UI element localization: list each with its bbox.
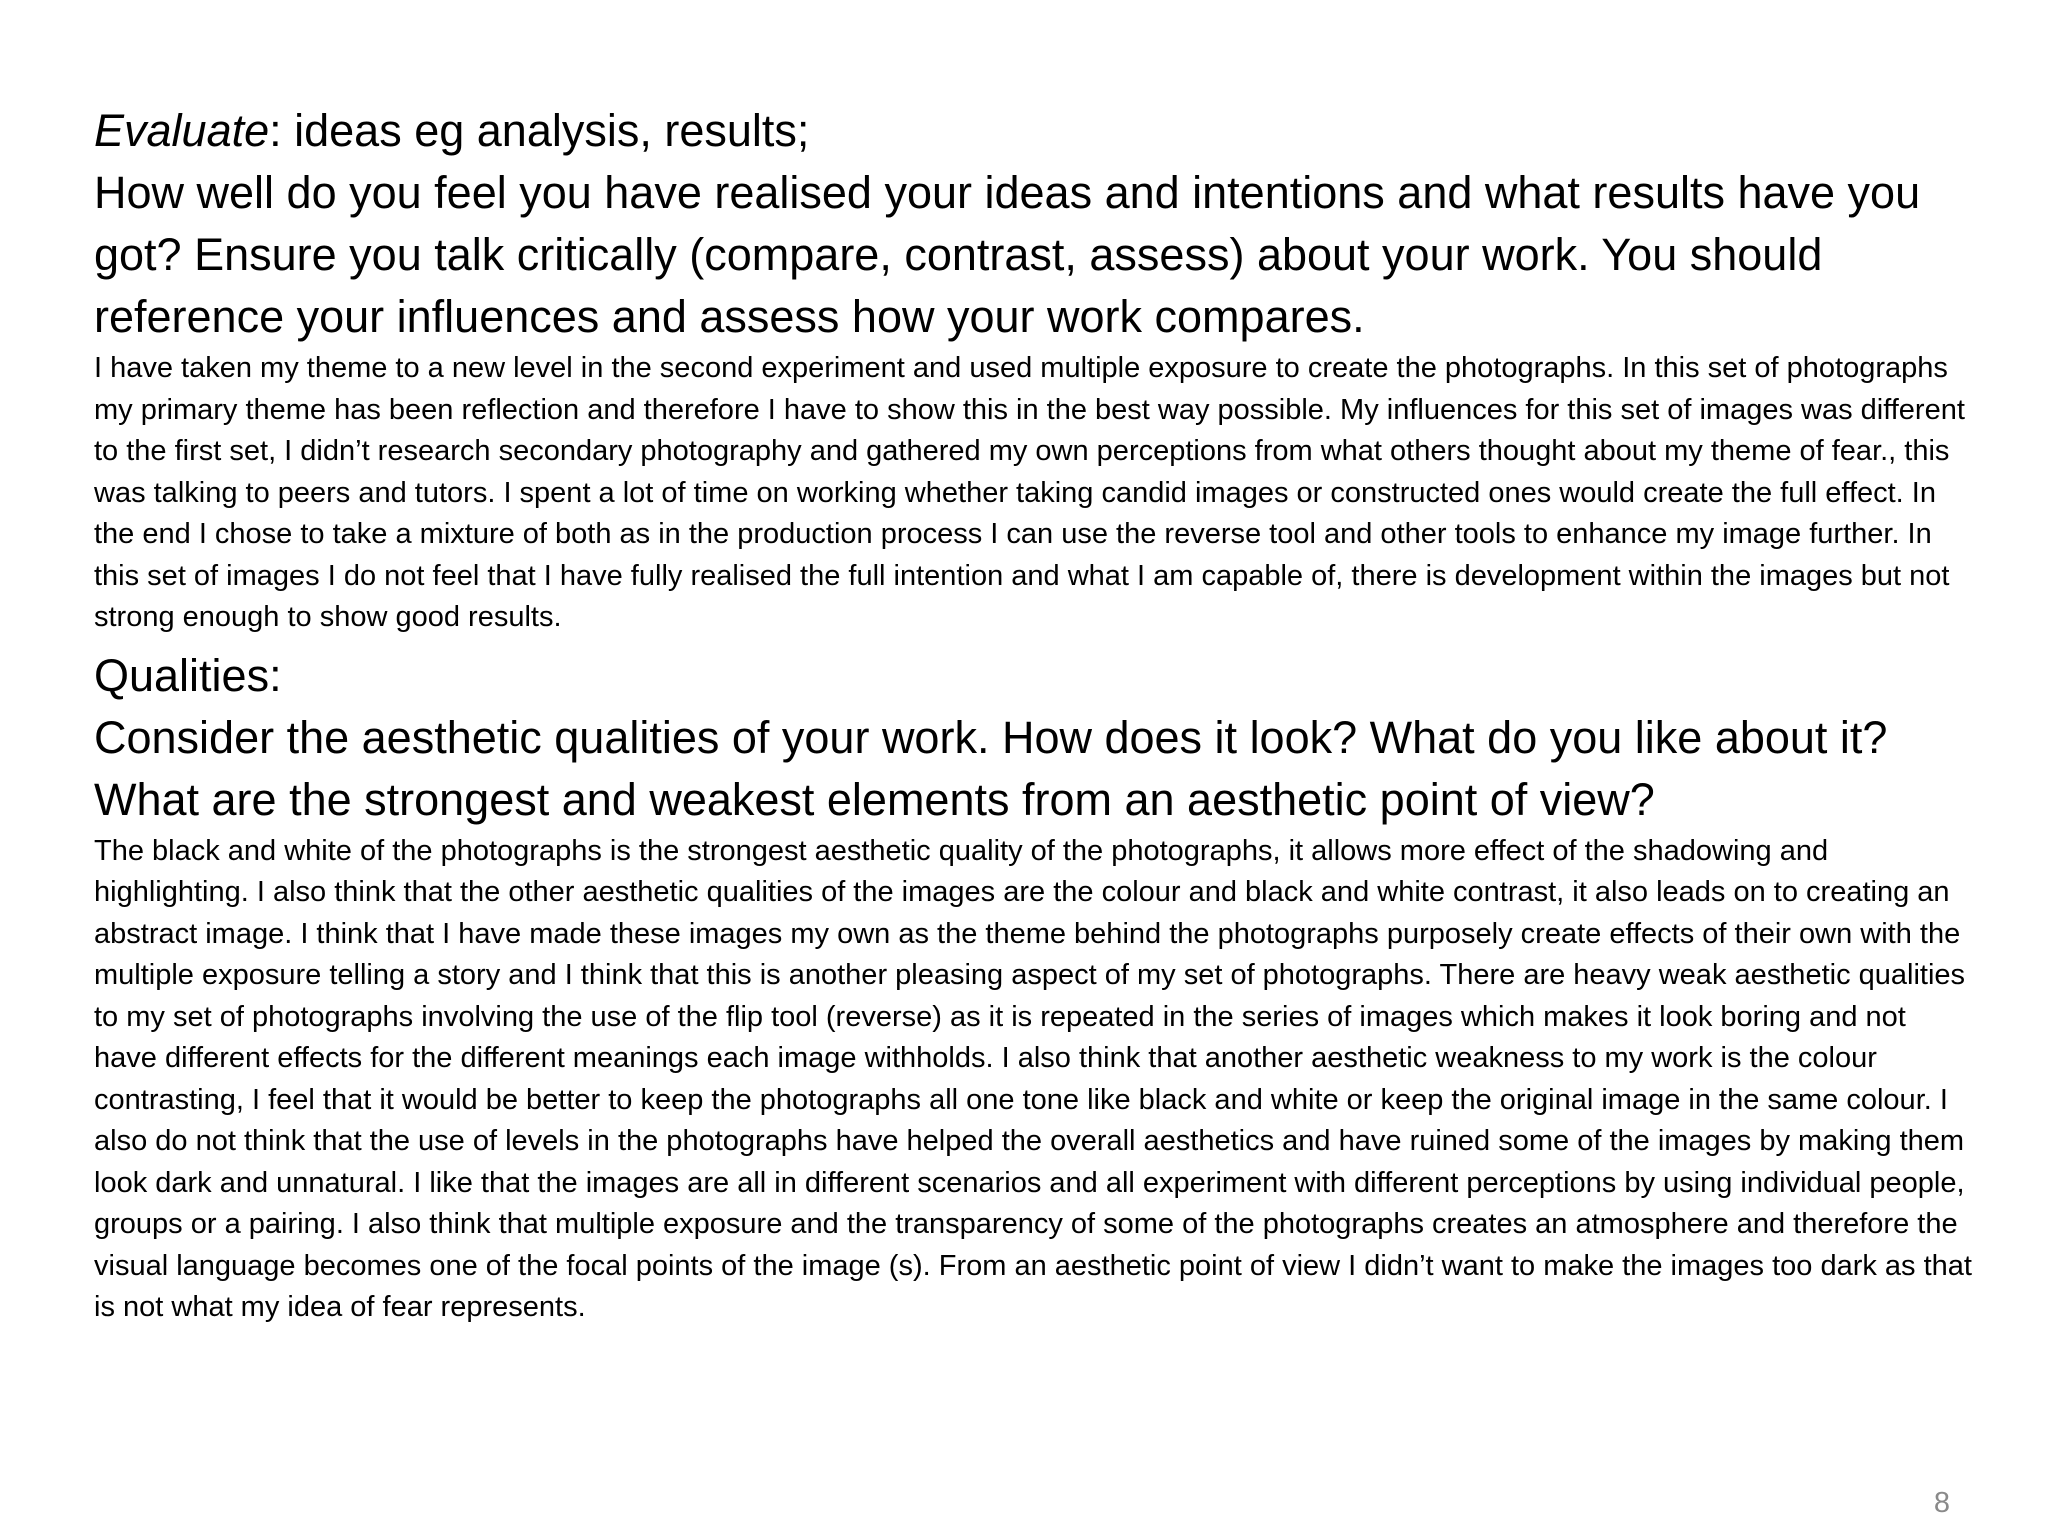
evaluate-prompt: How well do you feel you have realised your ideas and intentions and what results have you got? Ensure you talk critically (compare, contrast, assess) about your work. You should reference your influences and assess how your work compares.	[94, 167, 1921, 342]
qualities-heading: Qualities:	[94, 649, 282, 701]
qualities-response: The black and white of the photographs is the strongest aesthetic quality of the photographs, it allows more effect of the shadowing and highlighting. I also think that the other aesthetic qualities of the images are the colour and black and white contrast, it also leads on to creating an abstract image. I think that I have made these images my own as the theme behind the photographs purposely create effects of their own with the multiple exposure telling a story and I think that this is another pleasing aspect of my set of photographs. There are heavy weak aesthetic qualities to my set of photographs involving the use of the flip tool (reverse) as it is repeated in the series of images which makes it look boring and not have different effects for the different meanings each image withholds. I also think that another aesthetic weakness to my work is the colour contrasting, I feel that it would be better to keep the photographs all one tone like black and white or keep the original image in the same colour. I also do not think that the use of levels in the photographs have helped the overall aesthetics and have ruined some of the images by making them look dark and unnatural. I like that the images are all in different scenarios and all experiment with different perceptions by using individual people, groups or a pairing. I also think that multiple exposure and the transparency of some of the photographs creates an atmosphere and therefore the visual language becomes one of the focal points of the image (s). From an aesthetic point of view I didn’t want to make the images too dark as that is not what my idea of fear represents.	[94, 834, 1972, 1323]
qualities-prompt: Consider the aesthetic qualities of your work. How does it look? What do you like about it? What are the strongest and weakest elements from an aesthetic point of view?	[94, 711, 1888, 825]
evaluate-term: Evaluate	[94, 105, 270, 156]
evaluate-heading	[94, 100, 1974, 162]
evaluate-heading-rest: : ideas eg analysis, results;	[269, 105, 810, 156]
evaluate-response: I have taken my theme to a new level in the second experiment and used multiple exposure to create the photographs. In this set of photographs my primary theme has been reflection and therefore I have to show this in the best way possible. My influences for this set of images was different to the first set, I didn’t research secondary photography and gathered my own perceptions from what others thought about my theme of fear., this was talking to peers and tutors. I spent a lot of time on working whether taking candid images or constructed ones would create the full effect. In the end I chose to take a mixture of both as in the production process I can use the reverse tool and other tools to enhance my image further. In this set of images I do not feel that I have fully realised the full intention and what I am capable of, there is development within the images but not strong enough to show good results.	[94, 352, 1965, 633]
page-number: 8	[1933, 1487, 1950, 1519]
slide-content	[94, 100, 1974, 1329]
